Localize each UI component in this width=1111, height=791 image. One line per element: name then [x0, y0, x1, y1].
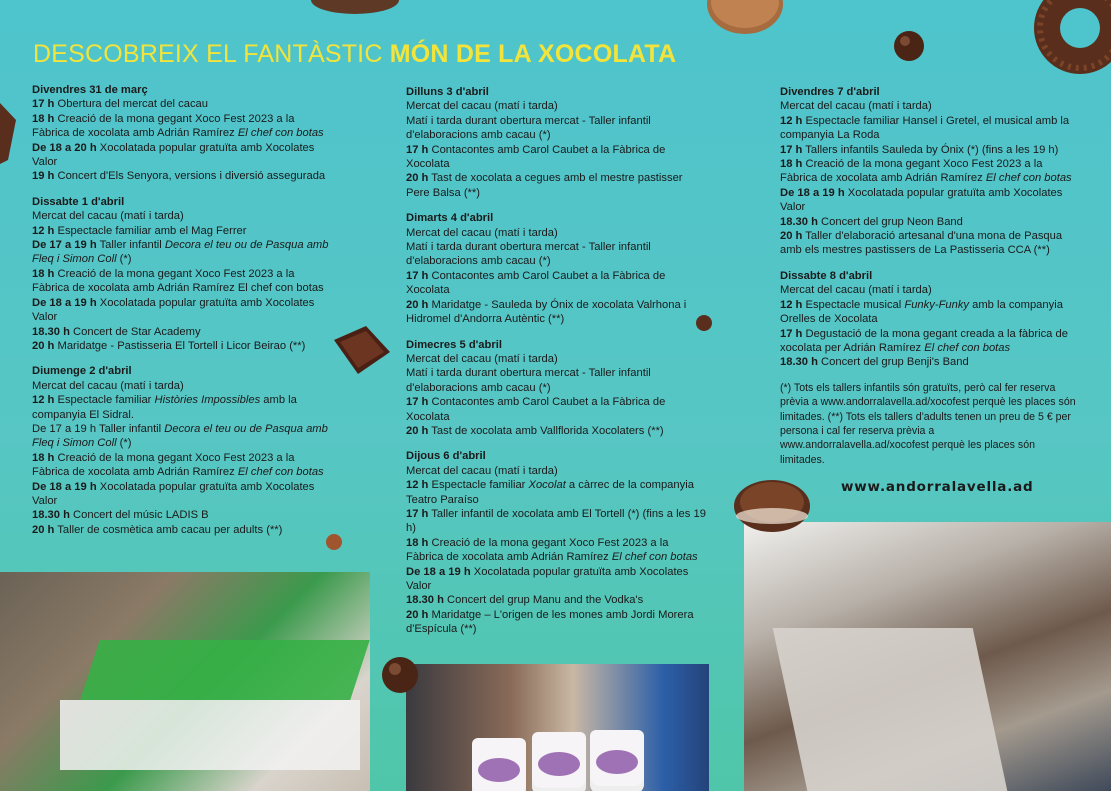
day-block [780, 85, 1080, 258]
entry-text: Espectacle musical [802, 298, 905, 311]
entry-text: 17 h [32, 98, 55, 111]
entry-text: 18.30 h [780, 356, 818, 369]
entry-text: 19 h [32, 170, 55, 183]
schedule-entry [32, 339, 332, 353]
chocolate-ball-photo-icon [380, 655, 420, 695]
entry-text: Concert de Star Academy [69, 325, 201, 338]
entry-text: Espectacle familiar [54, 394, 155, 407]
schedule-entry [406, 565, 706, 594]
entry-text: Contacontes amb Carol Caubet a la Fàbrica de Xocolata [406, 269, 666, 297]
entry-text: Taller infantil de xocolata amb El Tortell (*) (fins a les 19 h) [406, 507, 706, 535]
entry-text: Matí i tarda durant obertura mercat - Taller infantil d'elaboracions amb cacau (*) [406, 367, 651, 394]
entry-text: Mercat del cacau (matí i tarda) [780, 284, 932, 297]
day-title: Divendres 31 de març [32, 84, 148, 96]
entry-text: Concert del grup Benji's Band [817, 356, 969, 369]
schedule-entry [780, 114, 1080, 143]
entry-text: El chef con botas [985, 172, 1072, 185]
schedule-entry [406, 593, 706, 607]
entry-text: Xocolatada popular gratuïta amb Xocolates Valor [780, 186, 1063, 214]
day-title: Dissabte 8 d'abril [780, 269, 873, 282]
schedule-entry [32, 141, 332, 170]
entry-text: Mercat del cacau (matí i tarda) [780, 100, 932, 113]
entry-text: De 18 a 19 h [780, 186, 845, 199]
entry-text: Maridatge – L'origen de les mones amb Jordi Morera d'Espícula (**) [406, 608, 694, 636]
entry-text: 20 h [32, 339, 55, 352]
cup-3 [590, 730, 644, 791]
schedule-entry [32, 296, 332, 325]
entry-text: Espectacle familiar amb el Mag Ferrer [54, 224, 247, 237]
schedule-entry [32, 508, 332, 522]
day-block [406, 211, 706, 326]
entry-text: De 18 a 19 h [32, 296, 97, 309]
schedule-entry [32, 238, 332, 267]
entry-text: Espectacle familiar [428, 479, 529, 492]
schedule-entry [406, 352, 706, 366]
entry-text: El chef con botas [611, 551, 698, 564]
entry-text: Decora el teu ou de Pasqua amb Fleq i Simon Coll [32, 422, 328, 450]
schedule-entry [406, 395, 706, 424]
entry-text: Xocolat [528, 479, 566, 492]
entry-text: 17 h [406, 269, 429, 282]
day-block [32, 195, 332, 353]
entry-text: Creació de la mona gegant Xoco Fest 2023 a la Fàbrica de xocolata amb Adrián Ramírez [32, 451, 295, 479]
entry-text: 12 h [406, 479, 429, 492]
schedule-entry [406, 99, 706, 113]
entry-text: 18 h [32, 267, 55, 280]
entry-text: 18.30 h [406, 594, 444, 607]
entry-text: (*) [116, 253, 132, 266]
schedule-entry [780, 143, 1080, 157]
donut-icon [1025, 0, 1111, 90]
day-block [406, 85, 706, 200]
schedule-entry [780, 283, 1080, 297]
schedule-entry [32, 393, 332, 422]
entry-text: 12 h [780, 114, 803, 127]
day-block [406, 449, 706, 636]
cup-1 [472, 738, 526, 791]
photo-friends-cups [406, 664, 709, 791]
entry-text: De 17 a 19 h [32, 239, 97, 252]
schedule-entry [32, 112, 332, 141]
entry-text: Contacontes amb Carol Caubet a la Fàbrica de Xocolata [406, 396, 666, 423]
photo-tasting [744, 522, 1111, 791]
schedule-entry [406, 269, 706, 298]
schedule-entry [406, 171, 706, 200]
entry-text: Creació de la mona gegant Xoco Fest 2023 a la Fàbrica de xocolata amb Adrián Ramírez [780, 158, 1043, 185]
schedule-entry [406, 608, 706, 637]
entry-text: 12 h [32, 224, 55, 237]
entry-text: Mercat del cacau (matí i tarda) [406, 226, 558, 239]
entry-text: Contacontes amb Carol Caubet a la Fàbrica de Xocolata [406, 143, 666, 171]
schedule-entry [780, 229, 1080, 258]
chocolate-cookie-icon [732, 472, 812, 536]
schedule-entry [406, 114, 706, 143]
entry-text: 17 h [406, 143, 429, 156]
entry-text: 18.30 h [780, 215, 818, 228]
entry-text: Matí i tarda durant obertura mercat - Taller infantil d'elaboracions amb cacau (*) [406, 114, 651, 142]
day-title: Diumenge 2 d'abril [32, 365, 132, 378]
schedule-entry [406, 536, 706, 565]
schedule-entry [32, 480, 332, 509]
entry-text: Taller infantil [96, 239, 165, 252]
entry-text: a càrrec de la companyia Teatro Paraíso [406, 479, 694, 506]
cup-2 [532, 732, 586, 791]
chocolate-cookie-top-icon [705, 0, 785, 42]
entry-text: amb la companyia Orelles de Xocolata [780, 298, 1063, 326]
entry-text: Històries Impossibles [154, 394, 261, 407]
entry-text: Tast de xocolata amb Vallflorida Xocolaters (**) [428, 424, 664, 437]
entry-text: Maridatge - Pastisseria El Tortell i Licor Beirao (**) [54, 339, 306, 352]
page-title [33, 40, 676, 69]
booking-note: (*) Tots els tallers infantils són gratuïts, però cal fer reserva prèvia a www.andorralavella.ad/xocofest perquè les places són limitades. (**) Tots els tallers d'adults tenen un preu de 5 € per persona i cal fer reserva prèvia a www.andorralavella.ad/xocofest perquè les places són limitades. [780, 381, 1076, 466]
entry-text: Xocolatada popular gratuïta amb Xocolates Valor [32, 480, 315, 507]
entry-text: Creació de la mona gegant Xoco Fest 2023 a la Fàbrica de xocolata amb Adrián Ramírez El chef con botas [32, 267, 324, 295]
entry-text: Creació de la mona gegant Xoco Fest 2023 a la Fàbrica de xocolata amb Adrián Ramírez [406, 536, 669, 564]
entry-text: 20 h [32, 523, 55, 536]
entry-text: (*) [116, 437, 132, 450]
schedule-column-1 [32, 83, 332, 548]
schedule-entry [32, 422, 332, 451]
entry-text: 12 h [32, 394, 55, 407]
entry-text: 18 h [32, 112, 55, 125]
schedule-entry [406, 507, 706, 536]
entry-text: 20 h [780, 230, 803, 243]
photo-children-workshop [0, 572, 370, 791]
entry-text: Concert del grup Manu and the Vodka's [443, 594, 644, 607]
day-block [32, 83, 332, 184]
entry-text: 17 h [406, 396, 429, 409]
entry-text: 17 h [780, 327, 803, 340]
entry-text: Concert del músic LADIS B [69, 509, 209, 522]
entry-text: Concert del grup Neon Band [817, 215, 963, 228]
entry-text: 20 h [406, 608, 429, 621]
schedule-entry [32, 267, 332, 296]
website-url[interactable]: www.andorralavella.ad [841, 479, 1034, 495]
entry-text: Mercat del cacau (matí i tarda) [32, 210, 184, 223]
tasting-table [773, 628, 1008, 791]
entry-text: 20 h [406, 172, 429, 185]
day-title: Dijous 6 d'abril [406, 450, 486, 463]
schedule-entry [406, 298, 706, 327]
schedule-entry [406, 478, 706, 507]
day-title: Dimarts 4 d'abril [406, 212, 494, 225]
entry-text: Xocolatada popular gratuïta amb Xocolates Valor [406, 565, 689, 592]
tablecloth [60, 700, 360, 770]
entry-text: 18 h [406, 536, 429, 549]
entry-text: Mercat del cacau (matí i tarda) [406, 100, 558, 113]
entry-text: 18 h [32, 451, 55, 464]
chocolate-ball-icon [893, 30, 925, 62]
entry-text: Obertura del mercat del cacau [54, 98, 208, 111]
schedule-entry [32, 209, 332, 223]
entry-text: 18 h [780, 158, 803, 171]
schedule-entry [406, 143, 706, 172]
day-title: Divendres 7 d'abril [780, 86, 880, 98]
entry-text: El chef con botas [924, 341, 1011, 354]
chocolate-square-icon [328, 322, 394, 378]
entry-text: Taller de cosmètica amb cacau per adults (**) [54, 523, 283, 536]
entry-text: 12 h [780, 298, 803, 311]
schedule-entry [32, 325, 332, 339]
entry-text: De 18 a 19 h [406, 565, 471, 578]
entry-text: 20 h [406, 298, 429, 311]
schedule-entry [406, 464, 706, 478]
entry-text: Funky-Funky [904, 298, 970, 311]
schedule-entry [406, 226, 706, 240]
entry-text: Concert d'Els Senyora, versions i diversió assegurada [54, 170, 326, 183]
entry-text: Mercat del cacau (matí i tarda) [32, 379, 184, 392]
entry-text: 20 h [406, 424, 429, 437]
schedule-column-3 [780, 85, 1080, 467]
schedule-entry [32, 451, 332, 480]
schedule-entry [32, 379, 332, 393]
chocolate-cookie-top-left-icon [310, 0, 400, 18]
day-title: Dimecres 5 d'abril [406, 338, 502, 351]
entry-text: 17 h [406, 507, 429, 520]
entry-text: Tallers infantils Sauleda by Ónix (*) (fins a les 19 h) [802, 143, 1059, 156]
title-bold: MÓN DE LA XOCOLATA [389, 40, 677, 68]
entry-text: Taller d'elaboració artesanal d'una mona de Pasqua amb els mestres pastissers de La Pastisseria CCA (**) [780, 230, 1063, 257]
schedule-entry [780, 215, 1080, 229]
entry-text: Matí i tarda durant obertura mercat - Taller infantil d'elaboracions amb cacau (*) [406, 241, 651, 268]
entry-text: amb la companyia El Sidral. [32, 394, 297, 421]
schedule-entry [780, 298, 1080, 327]
schedule-entry [780, 186, 1080, 215]
schedule-column-2 [406, 85, 706, 648]
entry-text: De 17 a 19 h Taller infantil [32, 422, 165, 435]
entry-text: Decora el teu ou de Pasqua amb Fleq i Simon Coll [32, 239, 329, 266]
entry-text: Tast de xocolata a cegues amb el mestre pastisser Pere Balsa (**) [406, 172, 683, 199]
schedule-entry [780, 157, 1080, 186]
entry-text: Degustació de la mona gegant creada a la fàbrica de xocolata per Adrián Ramírez [780, 327, 1068, 354]
entry-text: Creació de la mona gegant Xoco Fest 2023 a la Fàbrica de xocolata amb Adrián Ramírez [32, 112, 295, 140]
day-block [406, 338, 706, 439]
entry-text: 18.30 h [32, 325, 70, 338]
entry-text: De 18 a 19 h [32, 480, 97, 493]
entry-text: De 18 a 20 h [32, 141, 97, 154]
day-block [32, 364, 332, 537]
entry-text: 18.30 h [32, 509, 70, 522]
entry-text: 17 h [780, 143, 803, 156]
schedule-entry [780, 327, 1080, 356]
entry-text: Maridatge - Sauleda by Ónix de xocolata Valrhona i Hidromel d'Andorra Autèntic (**) [406, 298, 687, 326]
entry-text: El chef con botas [237, 466, 324, 479]
entry-text: Mercat del cacau (matí i tarda) [406, 352, 558, 365]
green-table [80, 640, 369, 700]
schedule-entry [406, 424, 706, 438]
schedule-entry [32, 169, 332, 183]
chocolate-piece-left-icon [0, 98, 20, 168]
schedule-entry [406, 240, 706, 269]
entry-text: El chef con botas [237, 127, 324, 140]
entry-text: Espectacle familiar Hansel i Gretel, el musical amb la companyia La Roda [780, 114, 1070, 142]
schedule-entry [32, 523, 332, 537]
title-regular: DESCOBREIX EL FANTÀSTIC [33, 40, 383, 68]
schedule-entry [780, 99, 1080, 113]
schedule-entry [406, 366, 706, 395]
day-block [780, 269, 1080, 370]
schedule-entry [32, 97, 332, 111]
entry-text: Xocolatada popular gratuïta amb Xocolates Valor [32, 141, 315, 169]
schedule-entry [32, 224, 332, 238]
entry-text: Xocolatada popular gratuïta amb Xocolates Valor [32, 296, 315, 324]
schedule-entry [780, 355, 1080, 369]
day-title: Dissabte 1 d'abril [32, 195, 125, 208]
entry-text: Mercat del cacau (matí i tarda) [406, 464, 558, 477]
day-title: Dilluns 3 d'abril [406, 86, 489, 98]
